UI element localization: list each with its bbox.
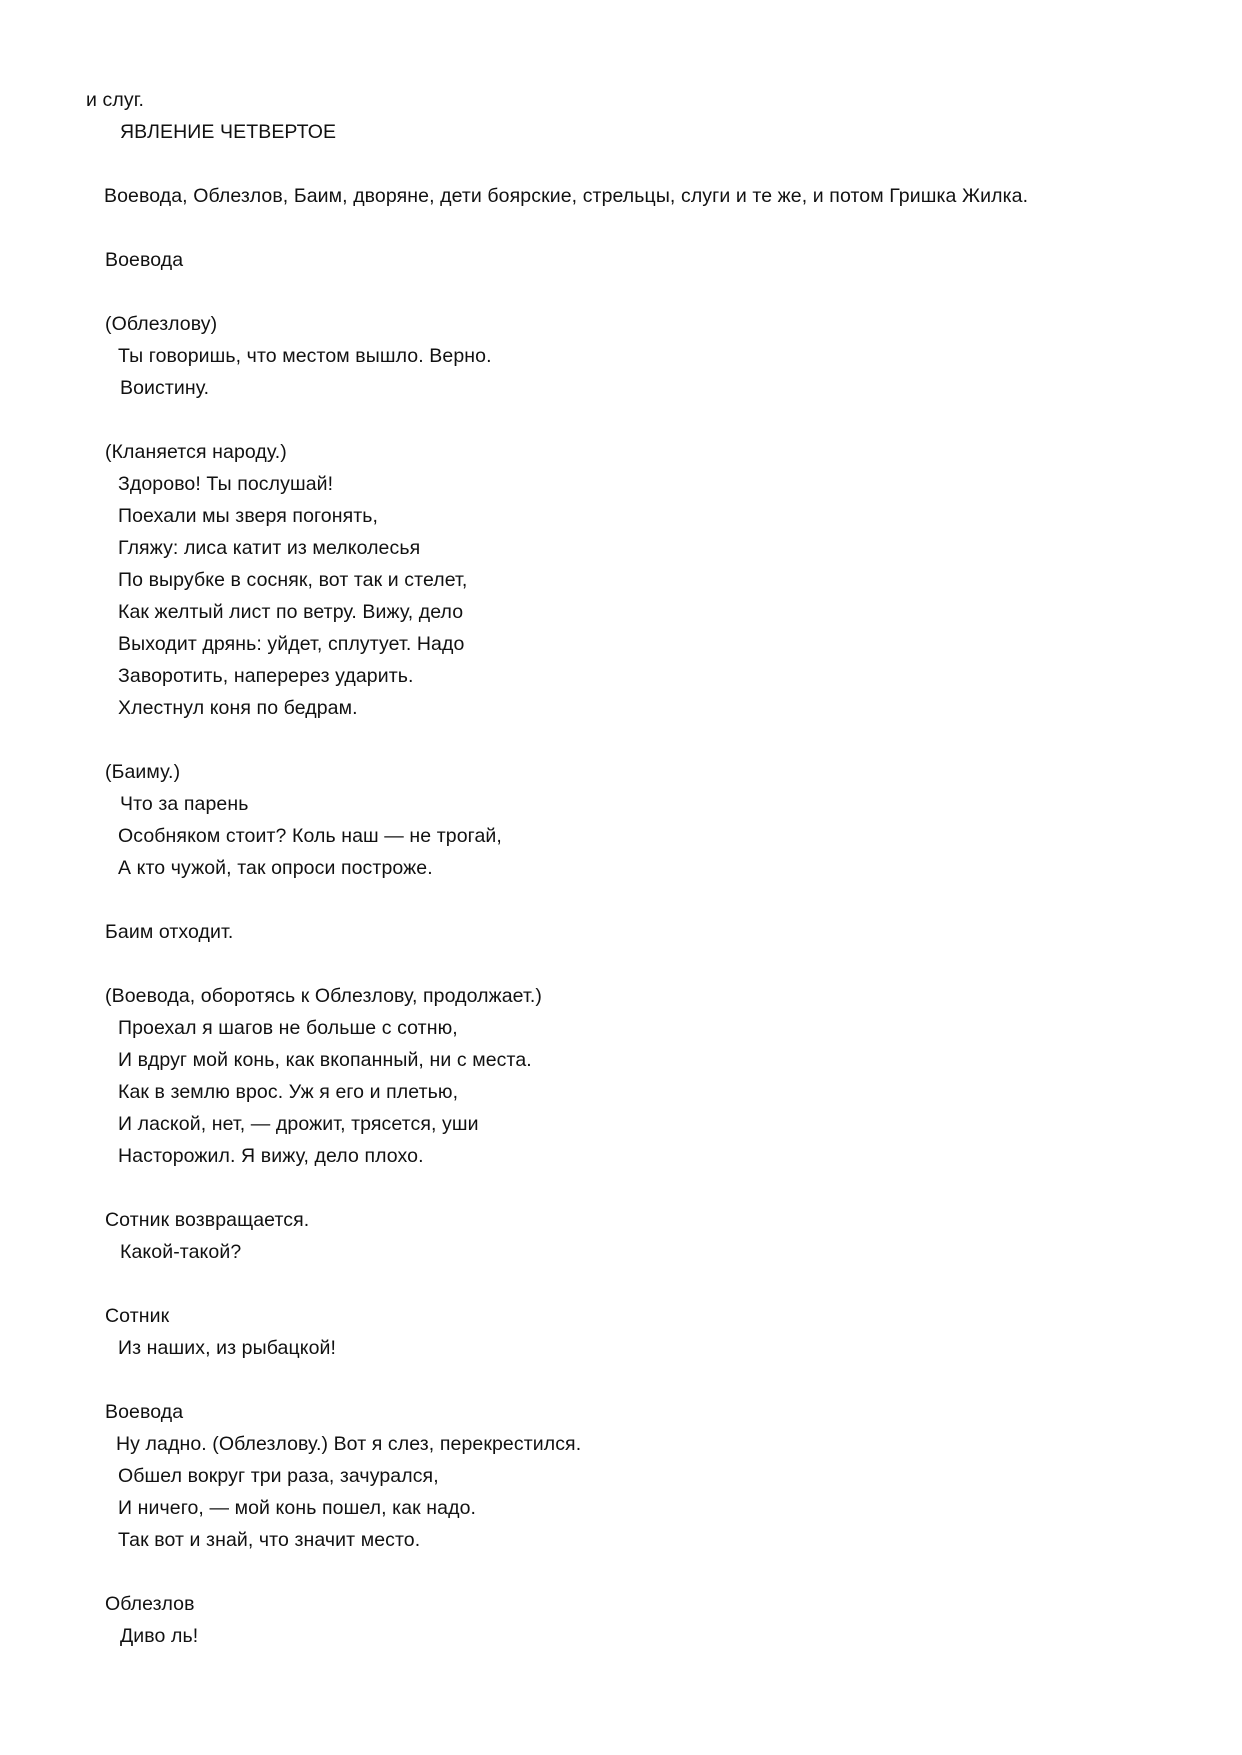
verse-line: А кто чужой, так опроси построже. [118, 857, 433, 879]
speaker-name: Сотник [105, 1305, 170, 1327]
verse-line: Диво ль! [120, 1625, 199, 1647]
stage-direction: (Воевода, оборотясь к Облезлову, продолжает.) [105, 985, 542, 1007]
stage-direction: (Баиму.) [105, 761, 181, 783]
scene-cast-list: Воевода, Облезлов, Баим, дворяне, дети боярские, стрельцы, слуги и те же, и потом Гришка Жилка. [104, 185, 1029, 207]
verse-line: Как желтый лист по ветру. Вижу, дело [118, 601, 464, 623]
verse-line: И ничего, — мой конь пошел, как надо. [118, 1497, 477, 1519]
verse-line: Гляжу: лиса катит из мелколесья [118, 537, 421, 559]
text-line-continuation: и слуг. [86, 89, 145, 111]
verse-line: Поехали мы зверя погонять, [118, 505, 379, 527]
verse-line: Какой-такой? [120, 1241, 242, 1263]
stage-direction: (Кланяется народу.) [105, 441, 287, 463]
verse-line: Что за парень [120, 793, 249, 815]
speaker-name: Воевода [105, 1401, 184, 1423]
verse-line: Воистину. [120, 377, 210, 399]
verse-line: Хлестнул коня по бедрам. [118, 697, 358, 719]
speaker-name: Облезлов [105, 1593, 195, 1615]
verse-line: Особняком стоит? Коль наш — не трогай, [118, 825, 502, 847]
verse-line: Как в землю врос. Уж я его и плетью, [118, 1081, 459, 1103]
stage-direction: Баим отходит. [105, 921, 234, 943]
verse-line: Так вот и знай, что значит место. [118, 1529, 421, 1551]
stage-direction: Сотник возвращается. [105, 1209, 310, 1231]
verse-line: И вдруг мой конь, как вкопанный, ни с места. [118, 1049, 532, 1071]
verse-line: Заворотить, наперерез ударить. [118, 665, 414, 687]
verse-line: Здорово! Ты послушай! [118, 473, 334, 495]
verse-line: Ну ладно. (Облезлову.) Вот я слез, перекрестился. [116, 1433, 582, 1455]
verse-line: Насторожил. Я вижу, дело плохо. [118, 1145, 424, 1167]
verse-line: И лаской, нет, — дрожит, трясется, уши [118, 1113, 479, 1135]
speaker-name: Воевода [105, 249, 184, 271]
verse-line: Из наших, из рыбацкой! [118, 1337, 337, 1359]
verse-line: Обшел вокруг три раза, зачурался, [118, 1465, 439, 1487]
scene-heading: ЯВЛЕНИЕ ЧЕТВЕРТОЕ [120, 121, 337, 143]
verse-line: По вырубке в сосняк, вот так и стелет, [118, 569, 468, 591]
verse-line: Выходит дрянь: уйдет, сплутует. Надо [118, 633, 465, 655]
stage-direction: (Облезлову) [105, 313, 218, 335]
verse-line: Ты говоришь, что местом вышло. Верно. [118, 345, 492, 367]
verse-line: Проехал я шагов не больше с сотню, [118, 1017, 458, 1039]
